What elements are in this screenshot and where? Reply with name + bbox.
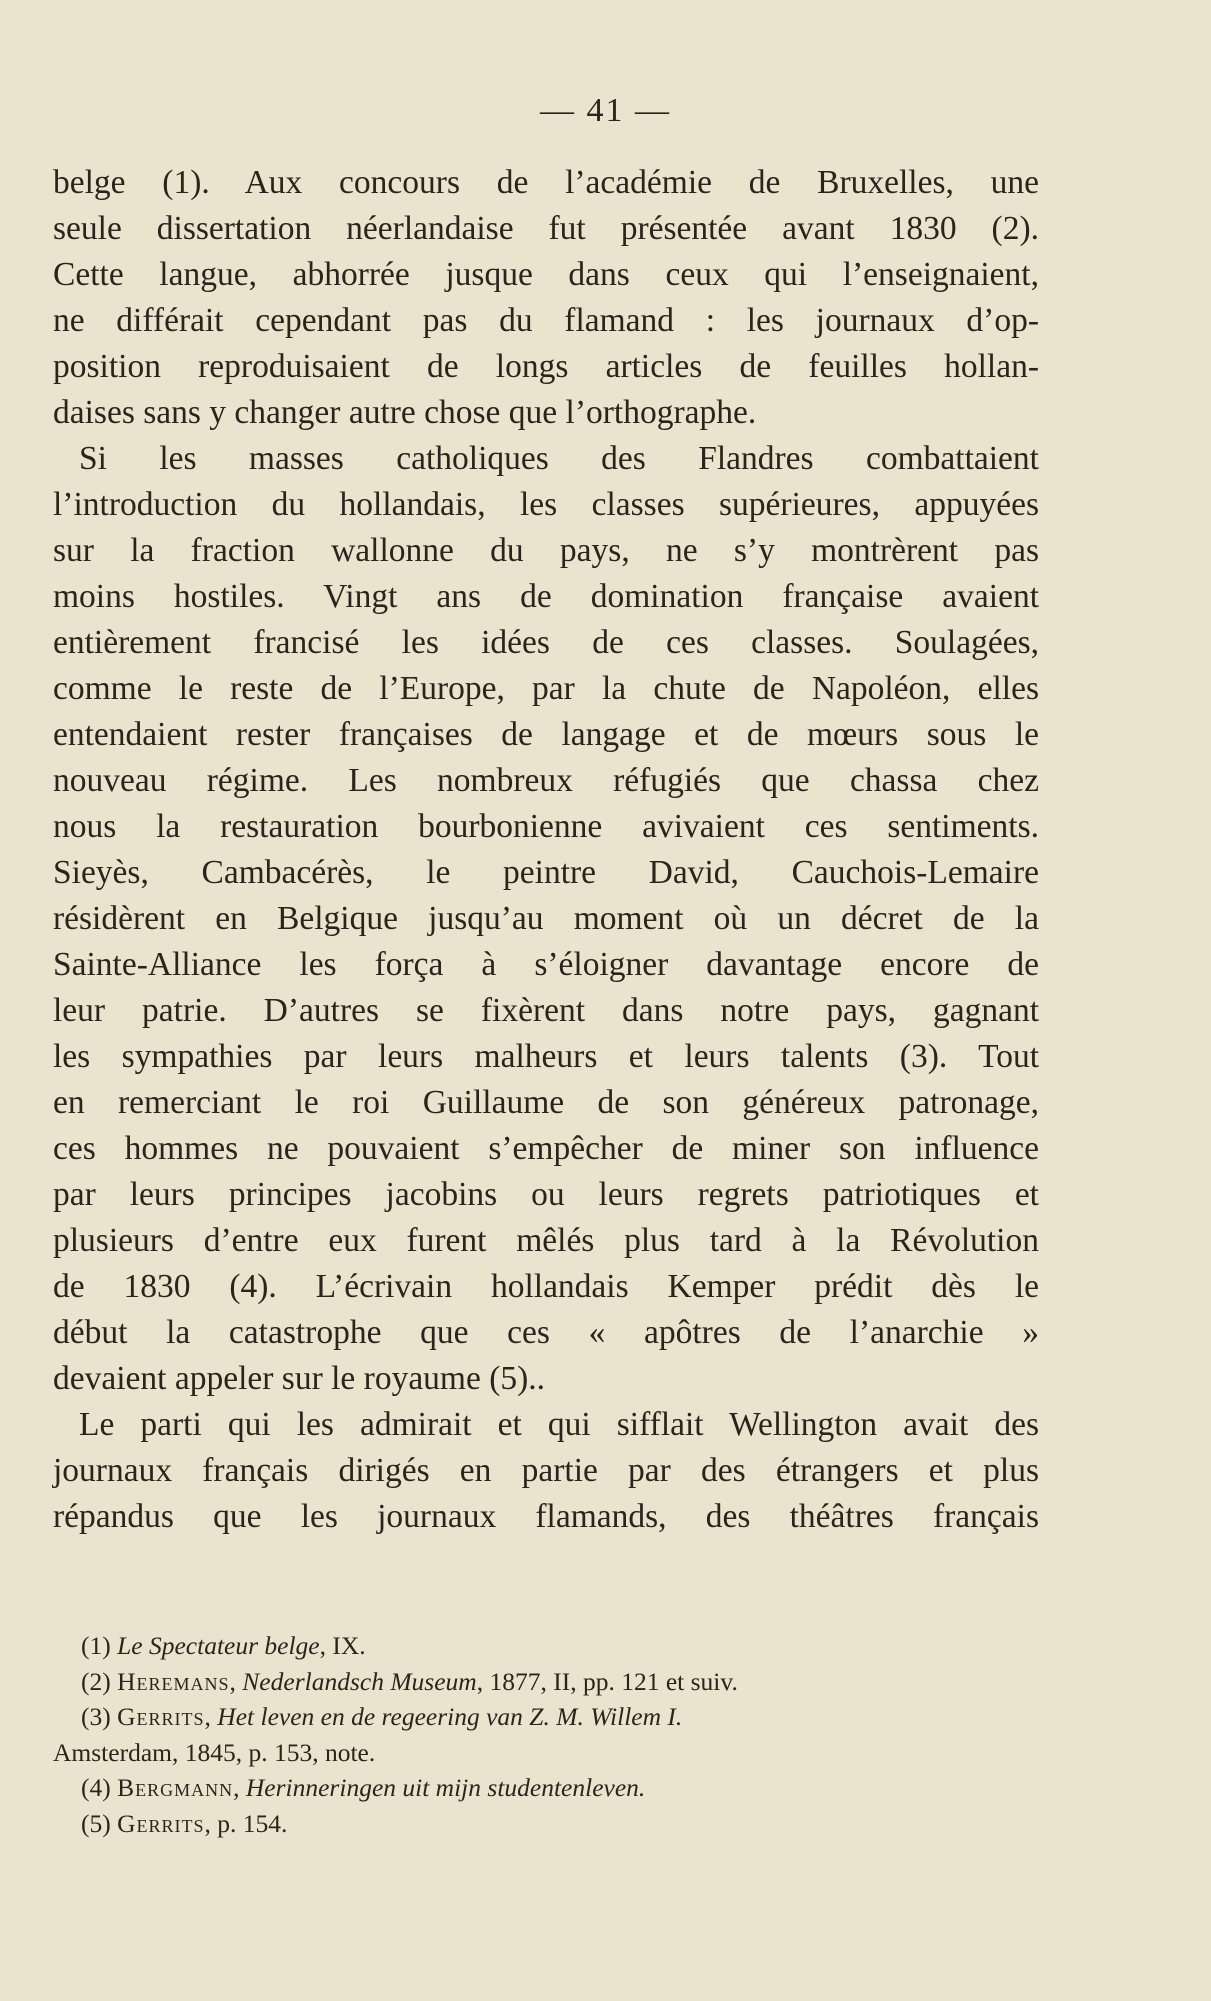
body-line: seule dissertation néerlandaise fut présentée avant 1830 (2). [53, 210, 1039, 247]
footnote-separator: , [229, 1666, 243, 1696]
body-line: devaient appeler sur le royaume (5).. [53, 1360, 546, 1397]
footnote-author: Gerrits [117, 1702, 205, 1731]
footnote-author: Heremans [117, 1666, 230, 1696]
footnote-3-continuation: Amsterdam, 1845, p. 153, note. [53, 1737, 376, 1767]
page-number: — 41 — [540, 92, 671, 129]
body-line: sur la fraction wallonne du pays, ne s’y montrèrent pas [53, 532, 1039, 569]
footnote-title: Nederlandsch Museum [242, 1666, 477, 1696]
body-line: entièrement francisé les idées de ces classes. Soulagées, [53, 624, 1039, 661]
body-line: position reproduisaient de longs articles de feuilles hollan- [53, 348, 1039, 385]
footnote-number: (5) [81, 1808, 111, 1838]
body-line: ne différait cependant pas du flamand : les journaux d’op- [53, 302, 1039, 339]
body-line: par leurs principes jacobins ou leurs regrets patriotiques et [53, 1176, 1039, 1213]
footnote-title: Herinneringen uit mijn studentenleven. [245, 1773, 646, 1802]
body-line: de 1830 (4). L’écrivain hollandais Kemper prédit dès le [53, 1268, 1039, 1305]
body-line: en remerciant le roi Guillaume de son généreux patronage, [53, 1084, 1039, 1121]
footnote-author: Gerrits [117, 1808, 205, 1838]
body-line: entendaient rester françaises de langage et de mœurs sous le [53, 716, 1039, 753]
footnote-text: , p. 154. [204, 1808, 288, 1838]
footnote-number: (1) [81, 1631, 111, 1660]
body-line: leur patrie. D’autres se fixèrent dans notre pays, gagnant [53, 992, 1039, 1029]
footnote-separator: , [233, 1773, 246, 1802]
body-line: comme le reste de l’Europe, par la chute de Napoléon, elles [53, 670, 1039, 707]
body-line: Cette langue, abhorrée jusque dans ceux qui l’enseignaient, [53, 256, 1039, 293]
footnote-number: (2) [81, 1666, 111, 1696]
body-line: daises sans y changer autre chose que l’orthographe. [53, 394, 757, 431]
footnote-title: Het leven en de regeering van Z. M. Willem I. [217, 1702, 683, 1731]
footnote-3 [53, 1699, 1039, 1735]
footnote-text: , IX. [319, 1631, 366, 1660]
body-line: belge (1). Aux concours de l’académie de Bruxelles, une [53, 164, 1039, 201]
body-line: résidèrent en Belgique jusqu’au moment où un décret de la [53, 900, 1039, 937]
footnote-number: (4) [81, 1773, 111, 1802]
body-line: moins hostiles. Vingt ans de domination française avaient [53, 578, 1039, 615]
footnote-separator: , [204, 1702, 218, 1731]
footnote-1 [53, 1628, 1039, 1664]
footnote-2 [53, 1664, 1039, 1700]
body-line: Le parti qui les admirait et qui sifflait Wellington avait des [79, 1406, 1039, 1443]
body-line: début la catastrophe que ces « apôtres de l’anarchie » [53, 1314, 1039, 1351]
footnote-number: (3) [81, 1702, 111, 1731]
body-line: l’introduction du hollandais, les classes supérieures, appuyées [53, 486, 1039, 523]
footnote-text: , 1877, II, pp. 121 et suiv. [476, 1666, 738, 1696]
body-line: Sieyès, Cambacérès, le peintre David, Cauchois-Lemaire [53, 854, 1039, 891]
body-text [53, 160, 1039, 1540]
footnote-4 [53, 1770, 1039, 1806]
body-line: répandus que les journaux flamands, des théâtres français [53, 1498, 1039, 1535]
body-line: journaux français dirigés en partie par des étrangers et plus [53, 1452, 1039, 1489]
body-line: ces hommes ne pouvaient s’empêcher de miner son influence [53, 1130, 1039, 1167]
footnote-title: Le Spectateur belge [117, 1631, 320, 1660]
body-line: nouveau régime. Les nombreux réfugiés que chassa chez [53, 762, 1039, 799]
footnote-author: Bergmann [117, 1773, 234, 1802]
body-line: Si les masses catholiques des Flandres combattaient [79, 440, 1039, 477]
body-line: nous la restauration bourbonienne avivaient ces sentiments. [53, 808, 1039, 845]
body-line: plusieurs d’entre eux furent mêlés plus tard à la Révolution [53, 1222, 1039, 1259]
body-line: les sympathies par leurs malheurs et leurs talents (3). Tout [53, 1038, 1039, 1075]
footnote-5 [53, 1806, 1039, 1842]
footnotes [53, 1628, 1039, 1841]
body-line: Sainte-Alliance les força à s’éloigner davantage encore de [53, 946, 1039, 983]
